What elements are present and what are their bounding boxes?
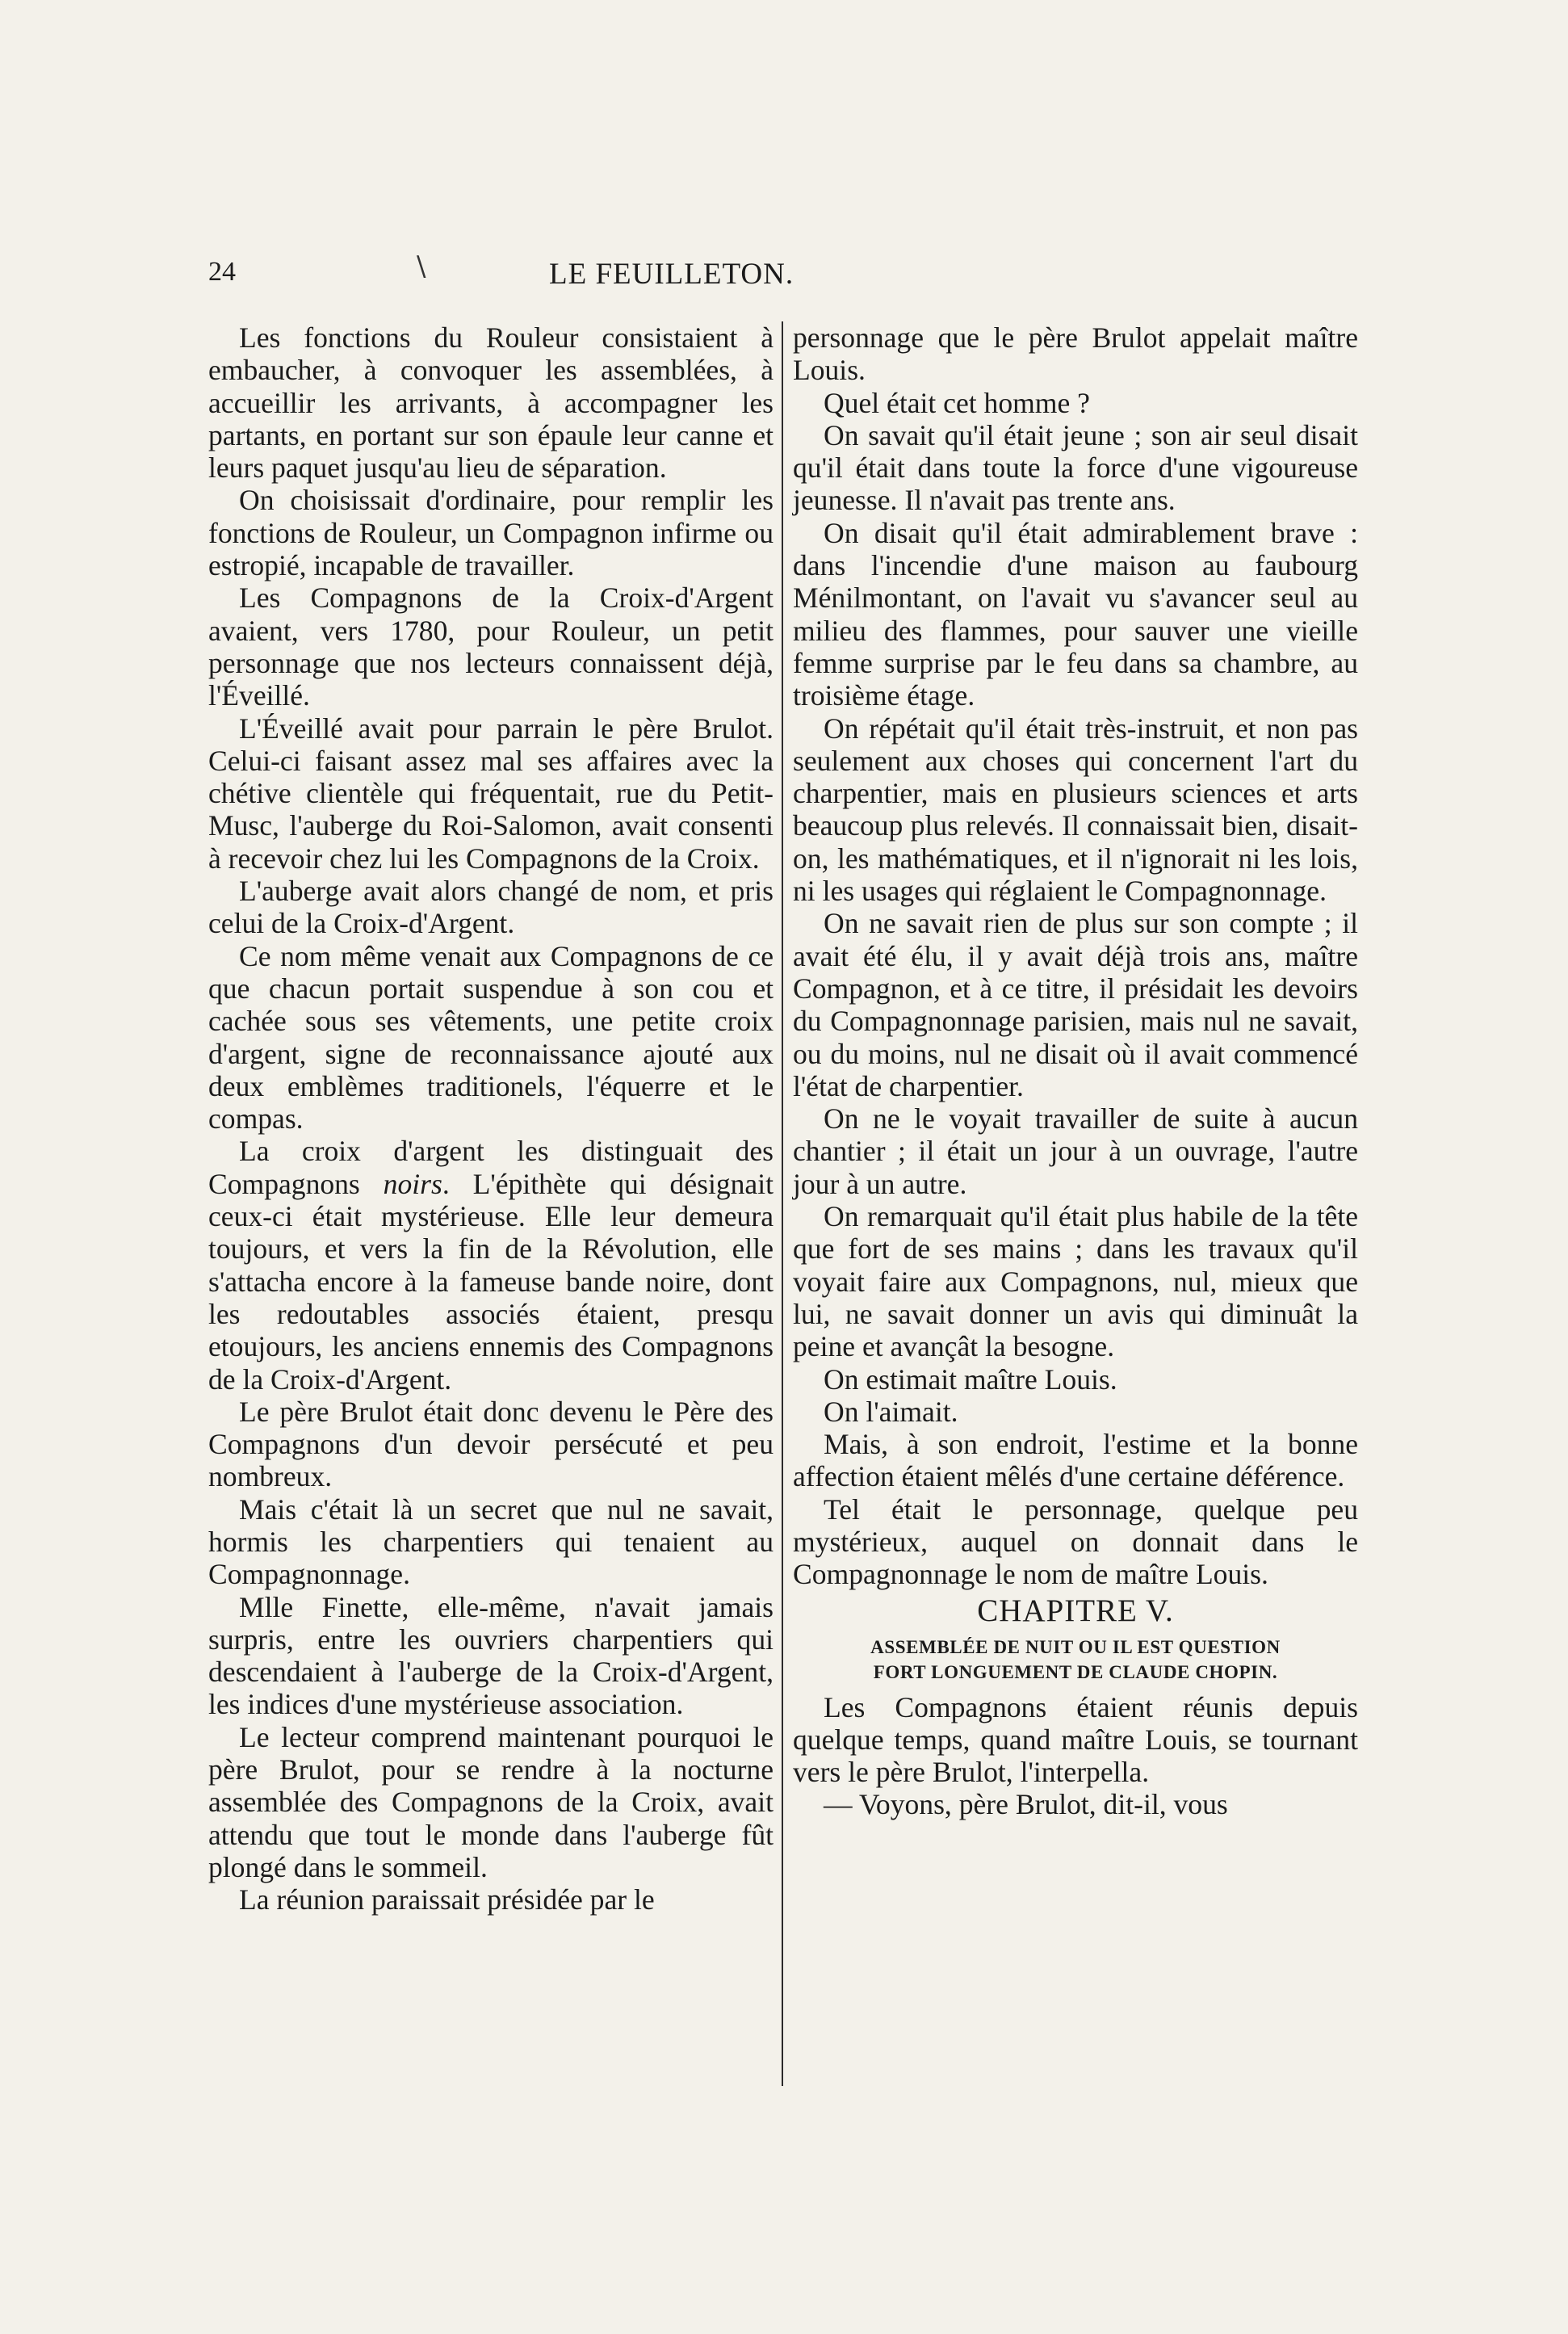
paragraph: La réunion paraissait présidée par le <box>239 1883 655 1916</box>
paragraph: Mlle Finette, elle-même, n'avait jamais surpris, entre les ouvriers charpentiers qui descendaient à l'auberge de la Croix-d'Argent, les indices d'une mystérieuse association. <box>208 1590 774 1721</box>
paragraph: On répétait qu'il était très-instruit, et non pas seulement aux choses qui concernent l'art du charpentier, mais en plusieurs sciences et arts beaucoup plus relevés. Il connaissait bien, disait-on, les mathématiques, et il n'ignorait ni les lois, ni les usages qui réglaient le Compagnonnage. <box>793 712 1358 908</box>
italic-word: noirs <box>383 1167 442 1200</box>
column-divider <box>782 321 783 2086</box>
paragraph: On ne le voyait travailler de suite à aucun chantier ; il était un jour à un ouvrage, l'autre jour à un autre. <box>793 1102 1358 1200</box>
text-run: La croix d'argent les distinguait des Compagnons <box>208 1135 774 1200</box>
chapter-subtitle <box>793 1635 1358 1685</box>
paragraph: Les Compagnons de la Croix-d'Argent avaient, vers 1780, pour Rouleur, un petit personnage que nos lecteurs connaissent déjà, l'Éveillé. <box>208 581 774 712</box>
chapter-subtitle-line: ASSEMBLÉE DE NUIT OU IL EST QUESTION <box>870 1636 1281 1657</box>
paragraph: On remarquait qu'il était plus habile de la tête que fort de ses mains ; dans les travaux qu'il voyait faire aux Compagnons, nul, mieux que lui, ne savait donner un avis qui diminuât la peine et avançât la besogne. <box>793 1200 1358 1363</box>
paragraph <box>208 1135 774 1395</box>
paragraph: On choisissait d'ordinaire, pour remplir les fonctions de Rouleur, un Compagnon infirme ou estropié, incapable de travailler. <box>208 484 774 582</box>
chapter-title: CHAPITRE V. <box>977 1593 1174 1628</box>
left-column <box>208 321 774 1916</box>
paragraph: Quel était cet homme ? <box>824 386 1090 419</box>
right-column <box>793 321 1358 1821</box>
paragraph: personnage que le père Brulot appelait maître Louis. <box>793 321 1358 387</box>
paragraph: L'Éveillé avait pour parrain le père Brulot. Celui-ci faisant assez mal ses affaires avec la chétive clientèle qui fréquentait, rue du Petit-Musc, l'auberge du Roi-Salomon, avait consenti à recevoir chez lui les Compagnons de la Croix. <box>208 712 774 875</box>
paragraph: On l'aimait. <box>824 1395 958 1428</box>
running-title: LE FEUILLETON. <box>549 258 794 291</box>
paragraph: Le père Brulot était donc devenu le Père des Compagnons d'un devoir persécuté et peu nombreux. <box>208 1395 774 1493</box>
paragraph: — Voyons, père Brulot, dit-il, vous <box>824 1788 1228 1821</box>
paragraph: Le lecteur comprend maintenant pourquoi le père Brulot, pour se rendre à la nocturne assemblée des Compagnons de la Croix, avait attendu que tout le monde dans l'auberge fût plongé dans le sommeil. <box>208 1720 774 1883</box>
paragraph: On savait qu'il était jeune ; son air seul disait qu'il était dans toute la force d'une vigoureuse jeunesse. Il n'avait pas trente ans. <box>793 418 1358 517</box>
paragraph: Tel était le personnage, quelque peu mystérieux, auquel on donnait dans le Compagnonnage le nom de maître Louis. <box>793 1492 1358 1591</box>
paragraph: Mais, à son endroit, l'estime et la bonne affection étaient mêlés d'une certaine déférence. <box>793 1428 1358 1493</box>
stray-mark: \ <box>417 250 426 283</box>
paragraph: Les fonctions du Rouleur consistaient à embaucher, à convoquer les assemblées, à accueillir les arrivants, à accompagner les partants, en portant sur son épaule leur canne et leurs paquet jusqu'au lieu de séparation. <box>208 321 774 485</box>
paragraph: On disait qu'il était admirablement brave : dans l'incendie d'une maison au faubourg Ménilmontant, on l'avait vu s'avancer seul au milieu des flammes, pour sauver une vieille femme surprise par le feu dans sa chambre, au troisième étage. <box>793 516 1358 712</box>
page-header <box>0 250 1568 297</box>
chapter-subtitle-line: FORT LONGUEMENT DE CLAUDE CHOPIN. <box>873 1661 1278 1682</box>
paragraph: L'auberge avait alors changé de nom, et pris celui de la Croix-d'Argent. <box>208 875 774 940</box>
paragraph: Les Compagnons étaient réunis depuis quelque temps, quand maître Louis, se tournant vers le père Brulot, l'interpella. <box>793 1690 1358 1789</box>
paragraph: Ce nom même venait aux Compagnons de ce que chacun portait suspendue à son cou et cachée sous ses vêtements, une petite croix d'argent, signe de reconnaissance ajouté aux deux emblèmes traditionels, l'équerre et le compas. <box>208 939 774 1136</box>
paragraph: Mais c'était là un secret que nul ne savait, hormis les charpentiers qui tenaient au Compagnonnage. <box>208 1492 774 1591</box>
page-number: 24 <box>208 257 236 287</box>
text-run: . L'épithète qui désignait ceux-ci était mystérieuse. Elle leur demeura toujours, et vers la fin de la Révolution, elle s'attacha encore à la fameuse bande noire, dont les redoutables associés étaient, presqu etoujours, les anciens ennemis des Compagnons de la Croix-d'Argent. <box>208 1167 774 1396</box>
paragraph: On ne savait rien de plus sur son compte ; il avait été élu, il y avait déjà trois ans, maître Compagnon, et à ce titre, il présidait les devoirs du Compagnonnage parisien, mais nul ne savait, ou du moins, nul ne disait où il avait commencé l'état de charpentier. <box>793 907 1358 1102</box>
paragraph: On estimait maître Louis. <box>824 1362 1117 1396</box>
